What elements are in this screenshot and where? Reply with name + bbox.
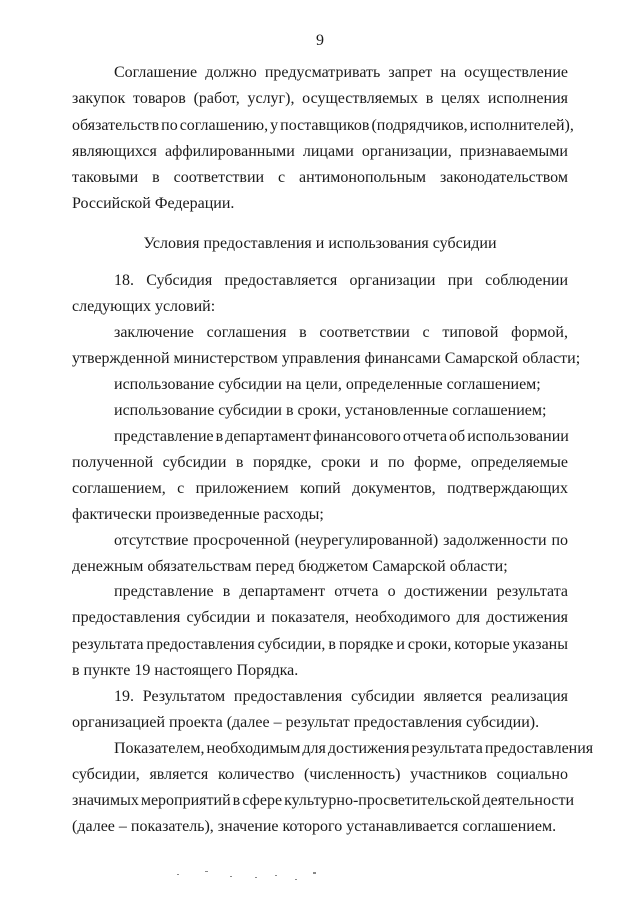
text-line: предоставления субсидии и показателя, необходимого для достижения	[72, 609, 568, 626]
text-line: представление в департамент финансового отчета об использовании	[114, 428, 569, 445]
text-line: использование субсидии на цели, определенные соглашением;	[114, 376, 541, 393]
text-line: 19. Результатом предоставления субсидии является реализация	[114, 688, 568, 705]
text-line: отсутствие просроченной (неурегулированной) задолженности по	[114, 532, 568, 549]
text-line: субсидии, является количество (численность) участников социально	[72, 766, 568, 783]
text-line: являющихся аффилированными лицами организации, признаваемыми	[72, 143, 568, 160]
text-line: 18. Субсидия предоставляется организации при соблюдении	[114, 272, 568, 289]
text-line: денежным обязательствам перед бюджетом Самарской области;	[72, 558, 508, 575]
text-line: Показателем, необходимым для достижения результата предоставления	[114, 740, 594, 757]
text-line: соглашением, с приложением копий документов, подтверждающих	[72, 480, 568, 497]
text-line: фактически произведенные расходы;	[72, 506, 324, 523]
text-line: представление в департамент отчета о достижении результата	[114, 583, 568, 600]
scan-specks	[175, 868, 325, 884]
text-line: обязательств по соглашению, у поставщиков (подрядчиков, исполнителей),	[72, 117, 574, 134]
text-line: результата предоставления субсидии, в порядке и сроки, которые указаны	[72, 636, 568, 653]
section-heading: Условия предоставления и использования субсидии	[143, 235, 497, 252]
text-line: (далее – показатель), значение которого устанавливается соглашением.	[72, 818, 557, 835]
text-line: организацией проекта (далее – результат предоставления субсидии).	[72, 714, 540, 731]
text-line: полученной субсидии в порядке, сроки и по форме, определяемые	[72, 454, 568, 471]
text-line: использование субсидии в сроки, установленные соглашением;	[114, 402, 547, 419]
text-line: таковыми в соответствии с антимонопольным законодательством	[72, 169, 568, 186]
text-line: Соглашение должно предусматривать запрет на осуществление	[114, 64, 568, 81]
text-line: заключение соглашения в соответствии с типовой формой,	[114, 324, 568, 341]
text-line: следующих условий:	[72, 298, 216, 315]
page-number: 9	[316, 32, 324, 49]
text-line: значимых мероприятий в сфере культурно-просветительской деятельности	[72, 792, 575, 809]
text-line: закупок товаров (работ, услуг), осуществляемых в целях исполнения	[72, 90, 568, 107]
text-line: в пункте 19 настоящего Порядка.	[72, 662, 299, 679]
text-line: утвержденной министерством управления финансами Самарской области;	[72, 350, 581, 367]
text-line: Российской Федерации.	[72, 195, 235, 212]
